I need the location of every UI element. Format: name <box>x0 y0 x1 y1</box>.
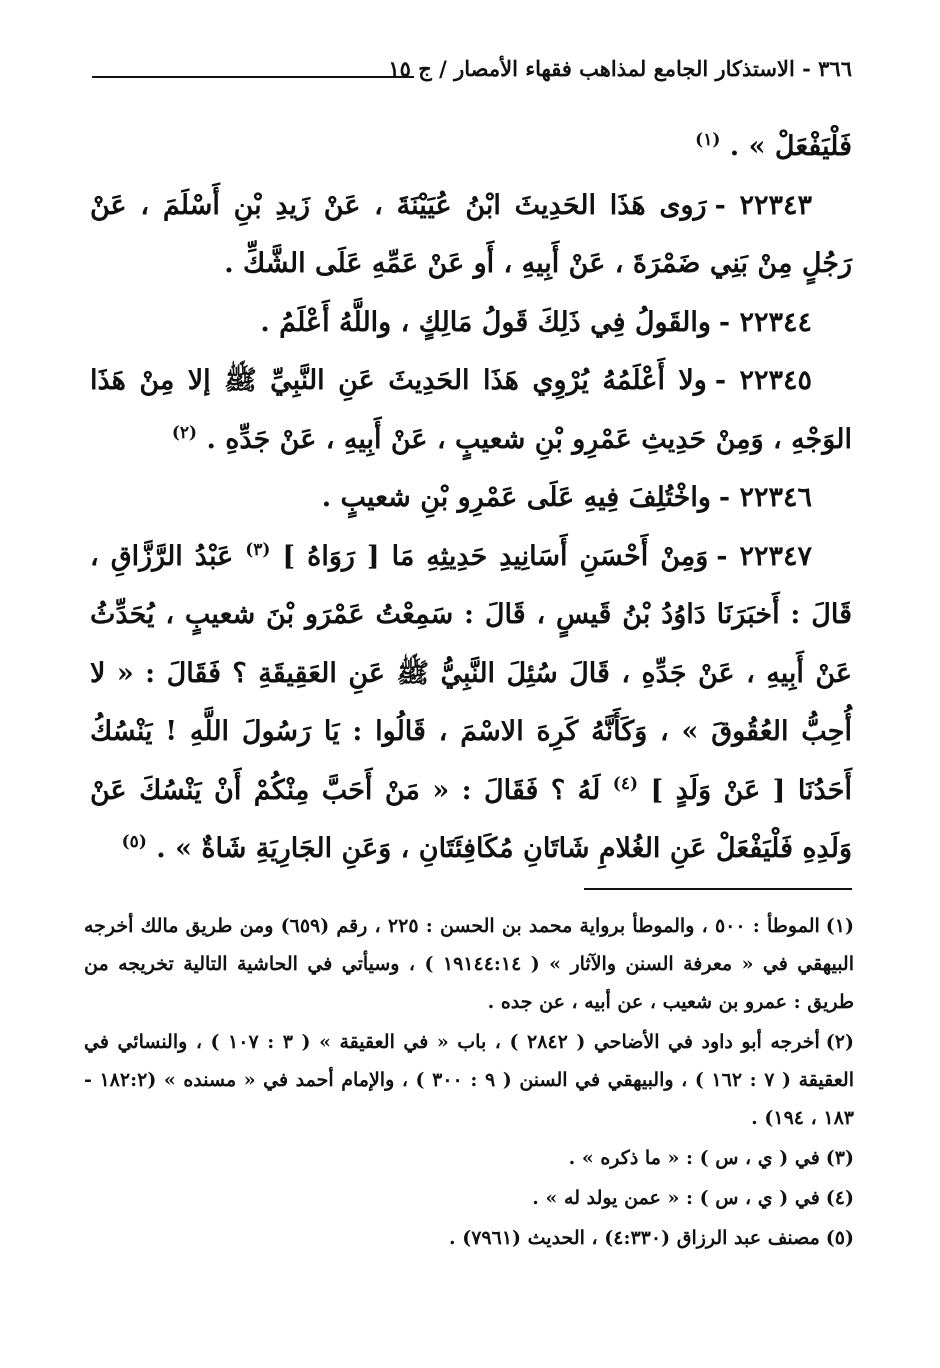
paragraph-number: ٢٢٣٤٥ - <box>714 365 812 396</box>
footnote-number: (١) <box>825 915 854 937</box>
continuation-line <box>90 118 852 177</box>
header-title: ٣٦٦ - الاستذكار الجامع لمذاهب فقهاء الأمصار / ج ١٥ <box>388 56 852 81</box>
paragraph-number: ٢٢٣٤٦ - <box>718 482 812 513</box>
paragraph-22345 <box>90 352 852 469</box>
footnote-number: (٤) <box>825 1187 854 1209</box>
paragraph-number: ٢٢٣٤٣ - <box>714 189 813 221</box>
footnote-1 <box>84 907 854 1021</box>
continuation-text: فَلْيَفْعَلْ » . <box>729 131 852 162</box>
paragraph-number: ٢٢٣٤٤ - <box>718 306 812 338</box>
paragraph-text: واخْتُلِفَ فِيهِ عَلَى عَمْرِو بْنِ شعيبٍ . <box>321 482 711 513</box>
footnote-5 <box>84 1219 854 1257</box>
paragraph-text: ولا أَعْلَمُهُ يُرْوِي هَذَا الحَدِيثَ عَنِ النَّبِيِّ ﷺ إلا مِنْ هَذَا الوَجْهِ ، وَمِنْ حَدِيثِ عَمْرِو بْنِ شعيبٍ ، عَنْ أَبِيهِ ، عَنْ جَدِّهِ . <box>90 365 852 455</box>
footnote-text: أخرجه أبو داود في الأضاحي ( ٢٨٤٢ ) ، باب « في العقيقة » ( ٣ : ١٠٧ ) ، والنسائي في العقيقة ( ٧ : ١٦٢ ) ، والبيهقي في السنن ( ٩ : ٣٠٠ ) ، والإمام أحمد في « مسنده » (١٨٢:٢ - ١٨٣ ، ١٩٤) . <box>84 1031 854 1129</box>
paragraph-text: والقَولُ فِي ذَلِكَ قَولُ مَالِكٍ ، واللَّهُ أَعْلَمُ . <box>260 306 711 338</box>
footnote-number: (٣) <box>825 1147 854 1169</box>
footnote-4 <box>84 1179 854 1217</box>
paragraph-number: ٢٢٣٤٧ - <box>716 540 812 572</box>
paragraph-text: رَوى هَذَا الحَدِيثَ ابْنُ عُيَيْنَةَ ، عَنْ زَيدِ بْنِ أَسْلَمَ ، عَنْ رَجُلٍ مِنْ بَنِي ضَمْرَةَ ، عَنْ أَبِيهِ ، أَو عَنْ عَمِّهِ عَلَى الشَّكِّ . <box>90 189 852 279</box>
footnote-number: (٥) <box>825 1227 854 1249</box>
running-header <box>92 56 852 96</box>
paragraph-22343 <box>90 177 852 294</box>
footnote-2 <box>84 1023 854 1137</box>
footnote-ref-1: (١) <box>695 130 721 150</box>
main-text <box>90 118 852 879</box>
footnotes <box>84 907 854 1259</box>
footnote-text: في ( ي ، س ) : « عمن يولد له » . <box>532 1187 820 1209</box>
paragraph-22344 <box>90 294 852 353</box>
footnote-number: (٢) <box>825 1031 854 1053</box>
footnote-separator <box>584 888 852 890</box>
header-rule <box>92 76 414 78</box>
footnote-ref-5: (٥) <box>121 832 147 852</box>
footnote-text: الموطأ : ٥٠٠ ، والموطأ برواية محمد بن الحسن : ٢٢٥ ، رقم (٦٥٩) ومن طريق مالك أخرجه البيهقي في « معرفة السنن والآثار » ( ١٩١٤٤:١٤ ) ، وسيأتي في الحاشية التالية تخريجه من طريق : عمرو بن شعيب ، عن أبيه ، عن جده . <box>84 915 854 1013</box>
footnote-ref-3: (٣) <box>245 539 271 560</box>
paragraph-22347 <box>90 528 852 879</box>
footnote-3 <box>84 1139 854 1177</box>
paragraph-22346 <box>90 469 852 528</box>
footnote-text: مصنف عبد الرزاق (٤:٣٣٠) ، الحديث (٧٩٦١) . <box>448 1227 820 1249</box>
footnote-text: في ( ي ، س ) : « ما ذكره » . <box>568 1147 820 1169</box>
paragraph-text-part-1: وَمِنْ أَحْسَنِ أَسَانِيدِ حَدِيثِهِ مَا [ رَوَاهُ ] <box>282 540 709 572</box>
footnote-ref-2: (٢) <box>171 422 198 443</box>
paragraph-text-part-2: عَبْدُ الرَّزَّاقِ ، قَالَ : أَخبَرَنَا دَاوُدُ بْنُ قَيسٍ ، قَالَ : سَمِعْتُ عَمْرَو بْنَ شعيبٍ ، يُحَدِّثُ عَنْ أَبِيهِ ، عَنْ جَدِّهِ ، قَالَ سُئِلَ النَّبِيُّ ﷺ عَنِ العَقِيقَةِ ؟ فَقَالَ : « لا أُحِبُّ العُقُوقَ » ، وَكَأَنَّهُ كَرِهَ الاسْمَ ، قَالُوا : يَا رَسُولَ اللَّهِ ! يَنْسُكُ أَحَدُنَا [ عَنْ وَلَدٍ ] <box>90 540 852 806</box>
footnote-ref-4: (٤) <box>612 773 639 794</box>
paragraph-text-part-3: لَهُ ؟ فَقَالَ : « مَنْ أَحَبَّ مِنْكُمْ أَنْ يَنْسُكَ عَنْ وَلَدِهِ فَلْيَفْعَلْ عَنِ الغُلامِ شَاتَانِ مُكَافِئَتَانِ ، وَعَنِ الجَارِيَةِ شَاةٌ » . <box>90 774 852 864</box>
